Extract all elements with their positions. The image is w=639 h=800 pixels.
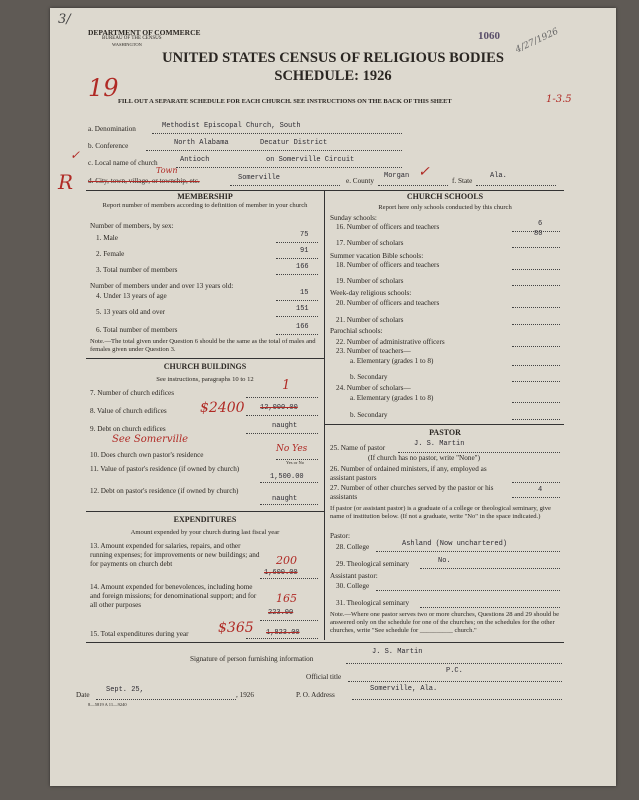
city-label: d. City, town, village, or township, etc. — [88, 177, 200, 185]
q11-label: 11. Value of pastor's residence (if owned by church) — [90, 465, 240, 473]
summer-label: Summer vacation Bible schools: — [330, 252, 424, 260]
denomination-value: Methodist Episcopal Church, South — [162, 122, 301, 130]
q10-label: 10. Does church own pastor's residence — [90, 451, 204, 459]
q29-label: 29. Theological seminary — [336, 560, 410, 568]
residence-value: 1,500.00 — [270, 473, 304, 481]
q9-label: 9. Debt on church edifices — [90, 425, 166, 433]
residence-debt-value: naught — [272, 495, 298, 503]
edifices-value: 1 — [282, 378, 291, 393]
pastor-name-value: J. S. Martin — [414, 440, 465, 448]
q17-label: 17. Number of scholars — [336, 239, 404, 247]
seminary-value: No. — [438, 557, 451, 565]
dept-name: DEPARTMENT OF COMMERCE — [88, 28, 201, 37]
by-sex-label: Number of members, by sex: — [90, 222, 174, 230]
denomination-label: a. Denomination — [88, 125, 136, 133]
q31-label: 31. Theological seminary — [336, 599, 410, 607]
official-title-label: Official title — [306, 673, 342, 681]
buildings-intro: See instructions, paragraphs 10 to 12 — [156, 376, 254, 383]
q14-label: 14. Amount expended for benevolences, including home and foreign missions; for denominational support; and for all other purposes — [90, 583, 257, 609]
edifice-value-original: 12,000.00 — [260, 404, 298, 412]
q8-label: 8. Value of church edifices — [90, 407, 167, 415]
q1-label: 1. Male — [96, 234, 118, 242]
q18-label: 18. Number of officers and teachers — [336, 261, 440, 269]
stamp-number: 1060 — [478, 30, 500, 42]
hand-note-somerville: See Somerville — [112, 434, 189, 445]
sunday-teachers-value: 6 — [538, 220, 543, 228]
date-year: , 1926 — [236, 691, 254, 699]
pastor-note: Note.—Where one pastor serves two or more churches, Questions 28 and 29 should be answered only on the schedule for one of the churches; on the schedules for the other churches, write "See schedule for __________ church." — [330, 611, 560, 634]
schools-intro: Report here only schools conducted by this church — [378, 204, 512, 211]
dept-city: WASHINGTON — [112, 42, 142, 47]
county-check-icon: ✓ — [418, 164, 430, 180]
q16-label: 16. Number of officers and teachers — [336, 223, 440, 231]
over13-value: 151 — [296, 305, 309, 313]
q26-label: 26. Number of ordained ministers, if any, employed as assistant pastors — [330, 465, 487, 482]
residence-owned-value: No Yes — [276, 444, 308, 454]
q23-label: 23. Number of teachers— — [336, 347, 411, 355]
form-subtitle: SCHEDULE: 1926 — [274, 68, 392, 84]
total-members-value: 166 — [296, 263, 309, 271]
yes-no-hint: Yes or No — [286, 460, 305, 465]
date-note: 4/27/1926 — [514, 26, 561, 56]
signature-label: Signature of person furnishing information — [190, 655, 314, 663]
top-rule — [86, 190, 564, 191]
weekday-label: Week-day religious schools: — [330, 289, 412, 297]
form-codes: 8—5819 A 11—9240 — [88, 702, 127, 707]
check-mark-icon: ✓ — [70, 148, 81, 162]
membership-note: Note.—The total given under Question 6 should be the same as the total of males and females given under Question 3. — [90, 338, 316, 353]
official-title-value: P.C. — [446, 667, 463, 675]
buildings-title: CHURCH BUILDINGS — [163, 362, 247, 371]
edifice-debt-value: naught — [272, 422, 298, 430]
college-value: Ashland (Now unchartered) — [402, 540, 508, 548]
q20-label: 20. Number of officers and teachers — [336, 299, 440, 307]
expenditures-intro: Amount expended by your church during last fiscal year — [130, 529, 280, 536]
membership-title: MEMBERSHIP — [177, 192, 233, 201]
pastor-sub-label: Pastor: — [330, 532, 350, 540]
q25-label: 25. Name of pastor — [330, 444, 386, 452]
other-churches-value: 4 — [538, 486, 543, 494]
bottom-rule — [86, 642, 564, 643]
town-correction: Town — [156, 166, 178, 175]
circuit-value: on Somerville Circuit — [266, 156, 355, 164]
q4-label: 4. Under 13 years of age — [96, 292, 167, 300]
benevolence-original: 223.00 — [268, 609, 294, 617]
date-value: Sept. 25, — [106, 686, 144, 694]
q28-label: 28. College — [336, 543, 370, 551]
column-divider — [324, 190, 325, 640]
state-label: f. State — [452, 177, 473, 185]
male-value: 75 — [300, 231, 309, 239]
county-label: e. County — [346, 177, 374, 185]
local-name-value: Antioch — [180, 156, 210, 164]
under13-value: 15 — [300, 289, 309, 297]
conference-value: North Alabama — [174, 139, 229, 147]
q24b-label: b. Secondary — [350, 411, 388, 419]
q27-label: 27. Number of other churches served by the pastor or his assistants — [330, 484, 494, 501]
census-form — [50, 8, 616, 786]
address-value: Somerville, Ala. — [370, 685, 438, 693]
edifice-value-corrected: $2400 — [200, 400, 245, 416]
address-label: P. O. Address — [296, 691, 335, 699]
graduate-instructions: If pastor (or assistant pastor) is a graduate of a college or theological seminary, give name of institution below. (If not a graduate, write "No" in the space indicated.) — [330, 505, 551, 520]
q23a-label: a. Elementary (grades 1 to 8) — [350, 357, 434, 365]
pastor-title: PASTOR — [429, 428, 461, 437]
state-value: Ala. — [490, 172, 507, 180]
q23b-label: b. Secondary — [350, 373, 388, 381]
q22-label: 22. Number of administrative officers — [336, 338, 445, 346]
q30-label: 30. College — [336, 582, 370, 590]
city-value: Somerville — [238, 174, 281, 182]
form-title: UNITED STATES CENSUS OF RELIGIOUS BODIES — [162, 50, 504, 66]
local-name-label: c. Local name of church — [88, 159, 158, 167]
bureau-name: BUREAU OF THE CENSUS — [102, 36, 162, 41]
county-value: Morgan — [384, 172, 410, 180]
q21-label: 21. Number of scholars — [336, 316, 404, 324]
q5-label: 5. 13 years old and over — [96, 308, 166, 316]
q24a-label: a. Elementary (grades 1 to 8) — [350, 394, 434, 402]
total-exp-original: 1,823.00 — [266, 629, 300, 637]
parochial-label: Parochial schools: — [330, 327, 383, 335]
total-members-value-2: 166 — [296, 323, 309, 331]
conference-label: b. Conference — [88, 142, 129, 150]
membership-intro: Report number of members according to definition of member in your church — [102, 202, 308, 209]
district-value: Decatur District — [260, 139, 328, 147]
hand-code: 1-3.5 — [546, 94, 572, 105]
running-exp-original: 1,600.00 — [264, 569, 298, 577]
instruction-line: FILL OUT A SEPARATE SCHEDULE FOR EACH CHURCH. SEE INSTRUCTIONS ON THE BACK OF THIS SHEET — [118, 98, 452, 105]
q6-label: 6. Total number of members — [96, 326, 178, 334]
q13-label: 13. Amount expended for salaries, repairs, and other running expenses; for improvements or new buildings; and for payments on church debt — [90, 542, 260, 568]
margin-note: 3/ — [58, 12, 71, 27]
signature-value: J. S. Martin — [372, 648, 423, 656]
date-label: Date — [76, 691, 90, 699]
expenditures-title: EXPENDITURES — [173, 515, 237, 524]
running-exp-corrected: 200 — [276, 554, 297, 567]
q3-label: 3. Total number of members — [96, 266, 178, 274]
sunday-scholars-value: 80 — [534, 230, 543, 238]
sunday-label: Sunday schools: — [330, 214, 377, 222]
hand-r-mark: R — [58, 170, 74, 194]
benevolence-corrected: 165 — [276, 592, 297, 605]
q25-note: (If church has no pastor, write "None") — [368, 454, 480, 462]
total-exp-corrected: $365 — [218, 620, 254, 636]
assistant-label: Assistant pastor: — [330, 572, 378, 580]
q15-label: 15. Total expenditures during year — [90, 630, 189, 638]
q7-label: 7. Number of church edifices — [90, 389, 175, 397]
q19-label: 19. Number of scholars — [336, 277, 404, 285]
by-age-label: Number of members under and over 13 years old: — [90, 282, 234, 290]
hand-number: 19 — [88, 74, 119, 102]
female-value: 91 — [300, 247, 309, 255]
q12-label: 12. Debt on pastor's residence (if owned by church) — [90, 487, 239, 495]
q24-label: 24. Number of scholars— — [336, 384, 411, 392]
schools-title: CHURCH SCHOOLS — [406, 192, 484, 201]
q2-label: 2. Female — [96, 250, 125, 258]
